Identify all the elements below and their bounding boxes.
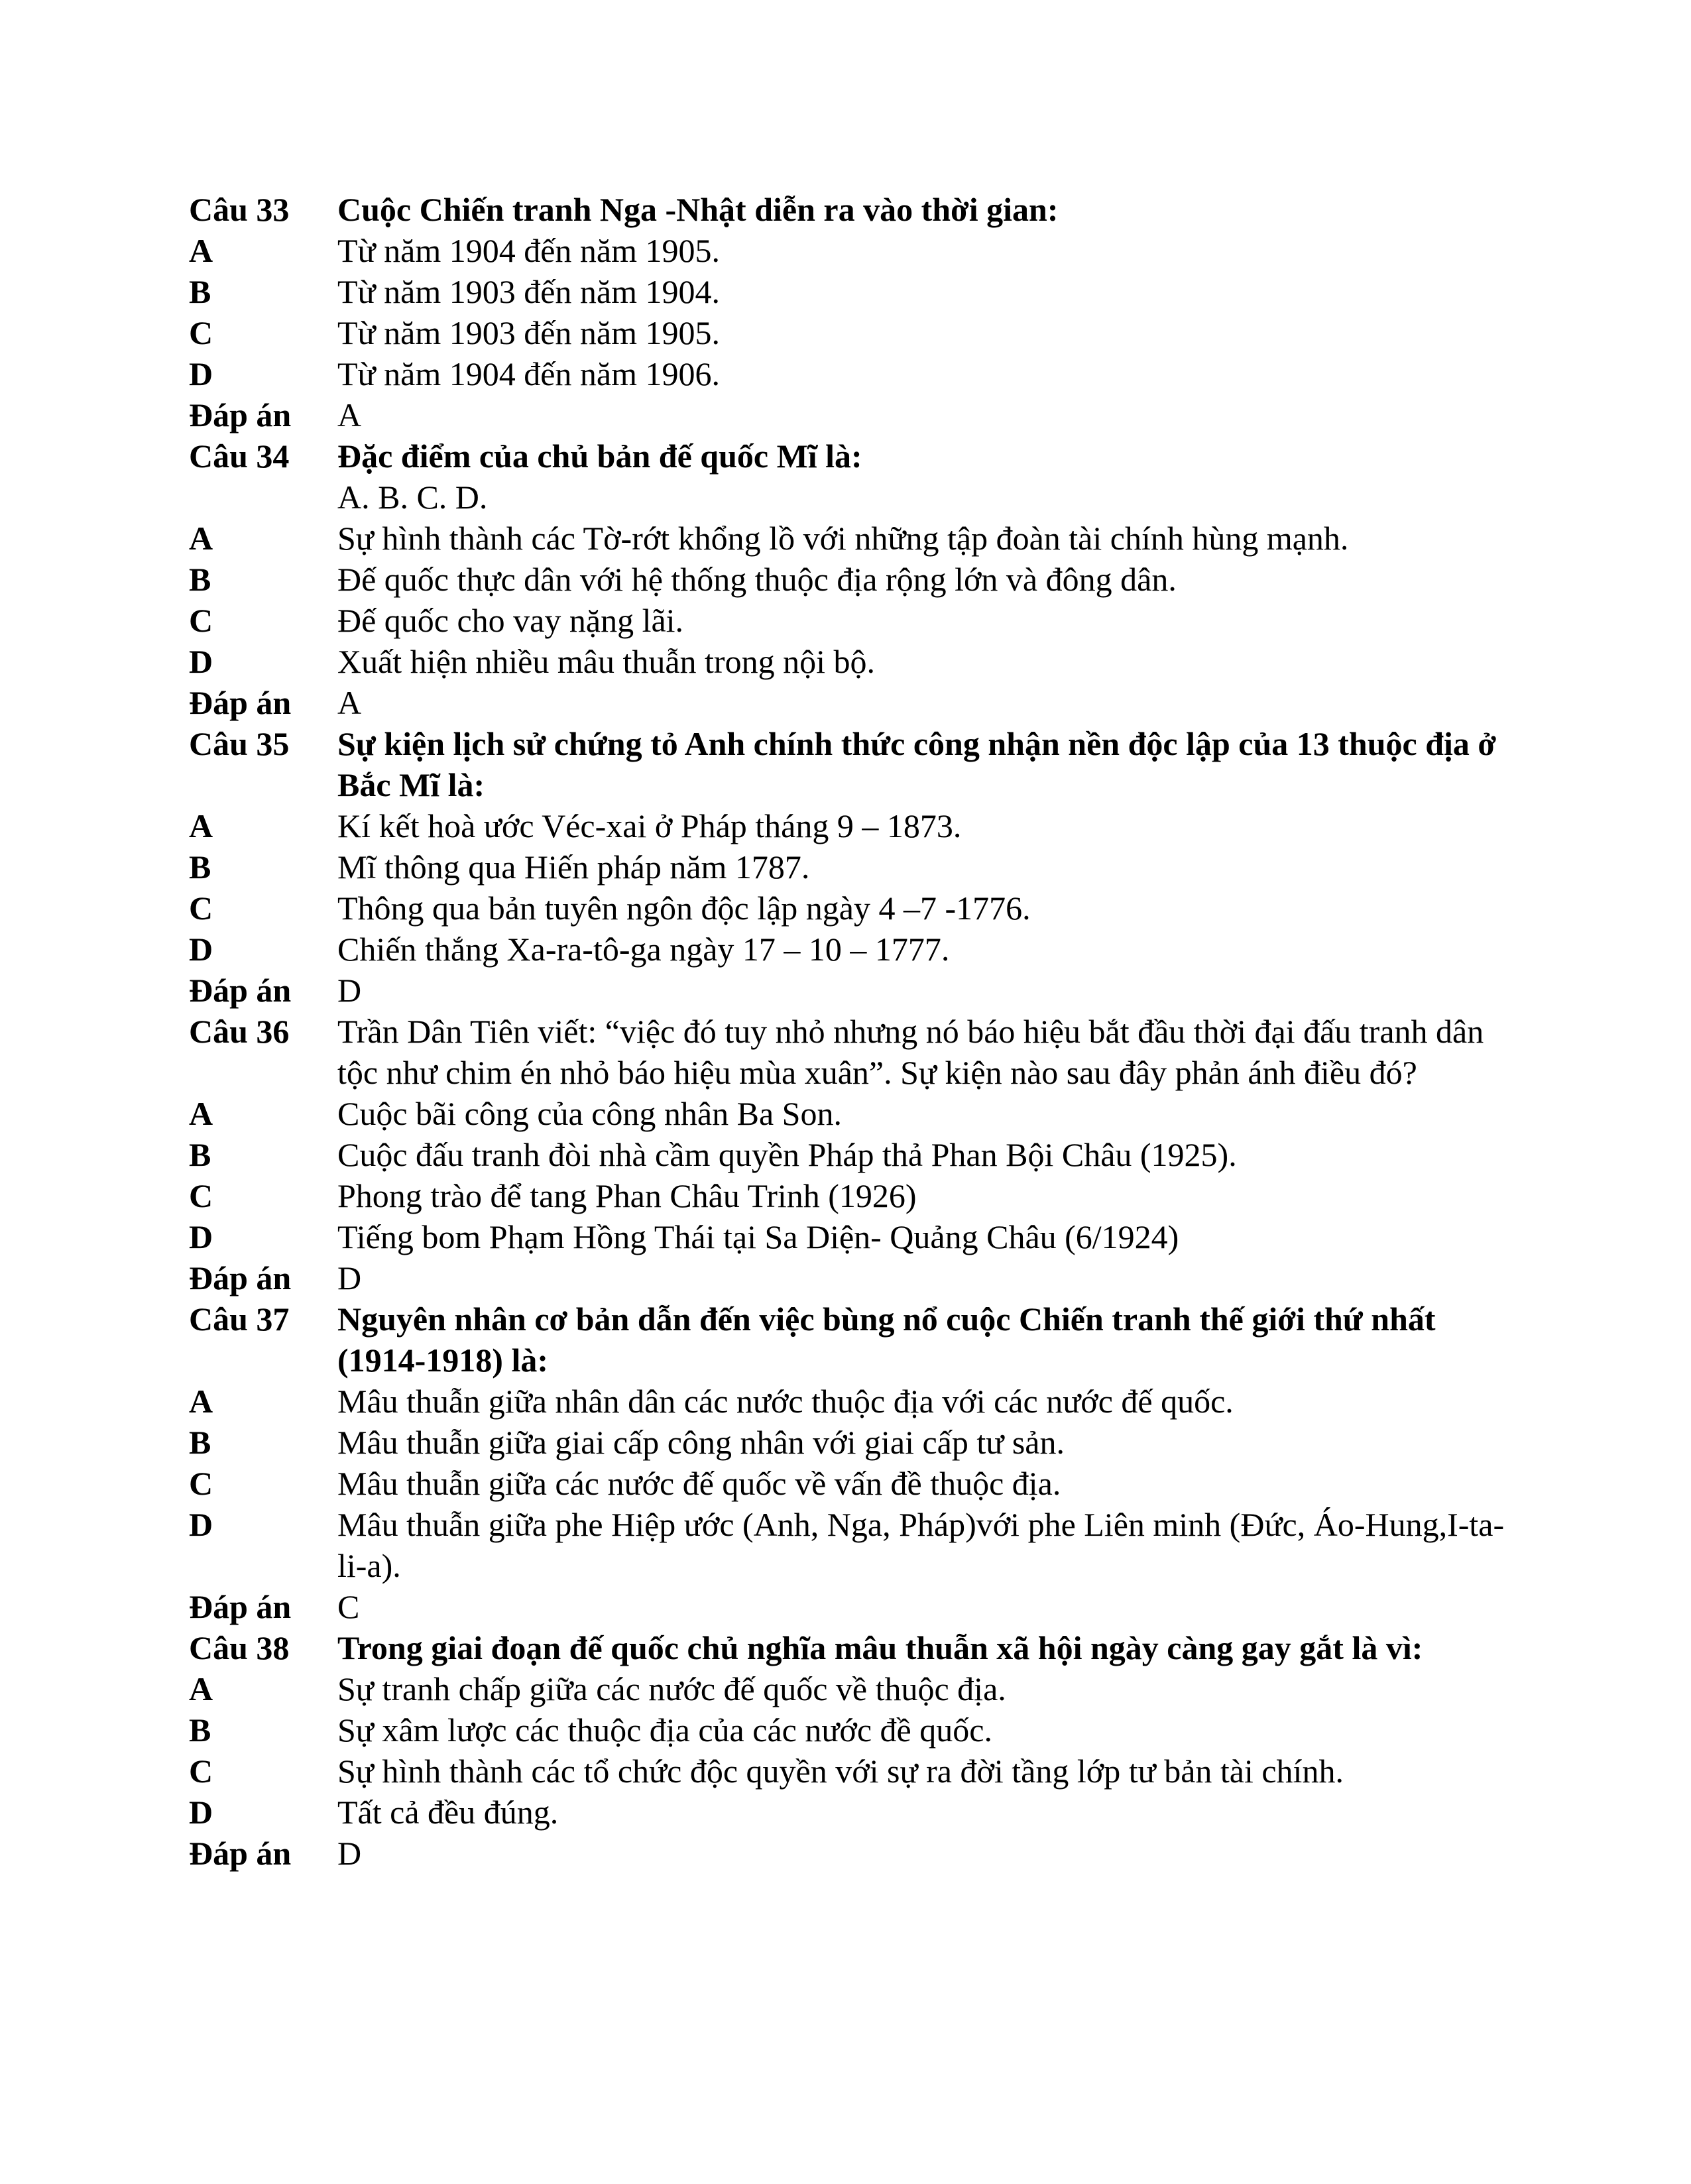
option-row xyxy=(189,518,1515,559)
option-text: Sự xâm lược các thuộc địa của các nước đề quốc. xyxy=(337,1711,992,1749)
option-text: Từ năm 1904 đến năm 1906. xyxy=(337,355,721,392)
option-letter: B xyxy=(189,1424,211,1461)
question-number: Câu 36 xyxy=(189,1013,290,1050)
option-row xyxy=(189,1792,1515,1833)
option-text: Thông qua bản tuyên ngôn độc lập ngày 4 –7 -1776. xyxy=(337,890,1031,927)
answer-row xyxy=(189,1586,1515,1627)
option-text: Mâu thuẫn giữa giai cấp công nhân với giai cấp tư sản. xyxy=(337,1424,1065,1461)
option-row xyxy=(189,1216,1515,1257)
option-letter: A xyxy=(189,1383,213,1420)
option-row xyxy=(189,1175,1515,1216)
option-row xyxy=(189,1709,1515,1751)
option-text: Sự tranh chấp giữa các nước đế quốc về thuộc địa. xyxy=(337,1670,1006,1707)
option-row xyxy=(189,559,1515,600)
option-row xyxy=(189,1422,1515,1463)
option-row xyxy=(189,805,1515,846)
option-letter: B xyxy=(189,1136,211,1173)
option-letter: C xyxy=(189,314,213,351)
answer-label: Đáp án xyxy=(189,1588,292,1625)
option-row xyxy=(189,1751,1515,1792)
option-letter: C xyxy=(189,890,213,927)
option-text: Đế quốc cho vay nặng lãi. xyxy=(337,602,684,639)
option-text: Sự hình thành các Tờ-rớt khổng lồ với những tập đoàn tài chính hùng mạnh. xyxy=(337,520,1349,557)
question-note: A. B. C. D. xyxy=(337,479,488,516)
option-letter: A xyxy=(189,520,213,557)
question-text: Đặc điểm của chủ bản đế quốc Mĩ là: xyxy=(337,437,862,475)
option-text: Mâu thuẫn giữa phe Hiệp ước (Anh, Nga, Pháp)với phe Liên minh (Đức, Áo-Hung,I-ta-li-a). xyxy=(337,1506,1505,1584)
option-letter: D xyxy=(189,1794,213,1831)
option-row xyxy=(189,846,1515,888)
answer-label: Đáp án xyxy=(189,1259,292,1296)
answer-row xyxy=(189,970,1515,1011)
option-text: Mĩ thông qua Hiến pháp năm 1787. xyxy=(337,848,810,886)
option-letter: B xyxy=(189,848,211,886)
option-text: Cuộc bãi công của công nhân Ba Son. xyxy=(337,1095,842,1132)
option-text: Cuộc đấu tranh đòi nhà cầm quyền Pháp thả Phan Bội Châu (1925). xyxy=(337,1136,1237,1173)
option-text: Từ năm 1903 đến năm 1905. xyxy=(337,314,721,351)
option-row xyxy=(189,1504,1515,1586)
question-row xyxy=(189,1298,1515,1381)
option-letter: B xyxy=(189,1711,211,1749)
option-text: Sự hình thành các tổ chức độc quyền với sự ra đời tầng lớp tư bản tài chính. xyxy=(337,1753,1344,1790)
answer-value: C xyxy=(337,1588,360,1625)
answer-label: Đáp án xyxy=(189,1835,292,1872)
option-text: Từ năm 1903 đến năm 1904. xyxy=(337,273,721,310)
option-text: Tiếng bom Phạm Hồng Thái tại Sa Diện- Quảng Châu (6/1924) xyxy=(337,1218,1179,1255)
answer-value: A xyxy=(337,684,362,721)
question-note-row xyxy=(189,477,1515,518)
option-letter: A xyxy=(189,1670,213,1707)
option-letter: C xyxy=(189,1177,213,1214)
option-row xyxy=(189,888,1515,929)
option-letter: D xyxy=(189,1218,213,1255)
question-number: Câu 35 xyxy=(189,725,290,762)
option-letter: A xyxy=(189,1095,213,1132)
option-text: Mâu thuẫn giữa các nước đế quốc về vấn đề thuộc địa. xyxy=(337,1465,1061,1502)
answer-value: A xyxy=(337,396,362,433)
option-letter: C xyxy=(189,602,213,639)
option-row xyxy=(189,929,1515,970)
option-row xyxy=(189,600,1515,641)
answer-row xyxy=(189,1833,1515,1874)
option-letter: D xyxy=(189,1506,213,1543)
answer-label: Đáp án xyxy=(189,396,292,433)
option-text: Kí kết hoà ước Véc-xai ở Pháp tháng 9 – 1873. xyxy=(337,807,962,844)
option-text: Đế quốc thực dân với hệ thống thuộc địa rộng lớn và đông dân. xyxy=(337,561,1177,598)
option-row xyxy=(189,1381,1515,1422)
question-text: Cuộc Chiến tranh Nga -Nhật diễn ra vào thời gian: xyxy=(337,191,1059,228)
option-text: Tất cả đều đúng. xyxy=(337,1794,559,1831)
option-text: Mâu thuẫn giữa nhân dân các nước thuộc địa với các nước đế quốc. xyxy=(337,1383,1234,1420)
answer-value: D xyxy=(337,1259,362,1296)
answer-label: Đáp án xyxy=(189,972,292,1009)
option-text: Xuất hiện nhiều mâu thuẫn trong nội bộ. xyxy=(337,643,875,680)
option-letter: D xyxy=(189,643,213,680)
question-text: Sự kiện lịch sử chứng tỏ Anh chính thức công nhận nền độc lập của 13 thuộc địa ở Bắc Mĩ là: xyxy=(337,725,1497,803)
question-number: Câu 37 xyxy=(189,1300,290,1338)
question-number: Câu 34 xyxy=(189,437,290,475)
question-row xyxy=(189,1011,1515,1093)
option-row xyxy=(189,230,1515,271)
option-letter: A xyxy=(189,232,213,269)
document-page xyxy=(189,189,1515,1874)
question-row xyxy=(189,1627,1515,1668)
question-row xyxy=(189,189,1515,230)
option-row xyxy=(189,271,1515,312)
option-letter: B xyxy=(189,561,211,598)
option-row xyxy=(189,1093,1515,1134)
answer-row xyxy=(189,1257,1515,1298)
option-row xyxy=(189,1668,1515,1709)
option-letter: A xyxy=(189,807,213,844)
option-letter: C xyxy=(189,1753,213,1790)
answer-row xyxy=(189,394,1515,435)
answer-value: D xyxy=(337,972,362,1009)
option-letter: D xyxy=(189,931,213,968)
question-text: Nguyên nhân cơ bản dẫn đến việc bùng nổ cuộc Chiến tranh thế giới thứ nhất (1914-1918) là: xyxy=(337,1300,1436,1379)
option-text: Chiến thắng Xa-ra-tô-ga ngày 17 – 10 – 1777. xyxy=(337,931,950,968)
option-row xyxy=(189,353,1515,394)
option-row xyxy=(189,1134,1515,1175)
option-letter: D xyxy=(189,355,213,392)
option-text: Từ năm 1904 đến năm 1905. xyxy=(337,232,721,269)
option-row xyxy=(189,1463,1515,1504)
answer-row xyxy=(189,682,1515,723)
option-text: Phong trào để tang Phan Châu Trinh (1926) xyxy=(337,1177,917,1214)
answer-label: Đáp án xyxy=(189,684,292,721)
question-number: Câu 33 xyxy=(189,191,290,228)
question-row xyxy=(189,435,1515,477)
question-text: Trong giai đoạn đế quốc chủ nghĩa mâu thuẫn xã hội ngày càng gay gắt là vì: xyxy=(337,1629,1423,1666)
answer-value: D xyxy=(337,1835,362,1872)
option-letter: B xyxy=(189,273,211,310)
question-number: Câu 38 xyxy=(189,1629,290,1666)
question-text: Trần Dân Tiên viết: “việc đó tuy nhỏ nhưng nó báo hiệu bắt đầu thời đại đấu tranh dân tộc như chim én nhỏ báo hiệu mùa xuân”. Sự kiện nào sau đây phản ánh điều đó? xyxy=(337,1013,1484,1091)
option-row xyxy=(189,641,1515,682)
question-row xyxy=(189,723,1515,805)
option-letter: C xyxy=(189,1465,213,1502)
option-row xyxy=(189,312,1515,353)
